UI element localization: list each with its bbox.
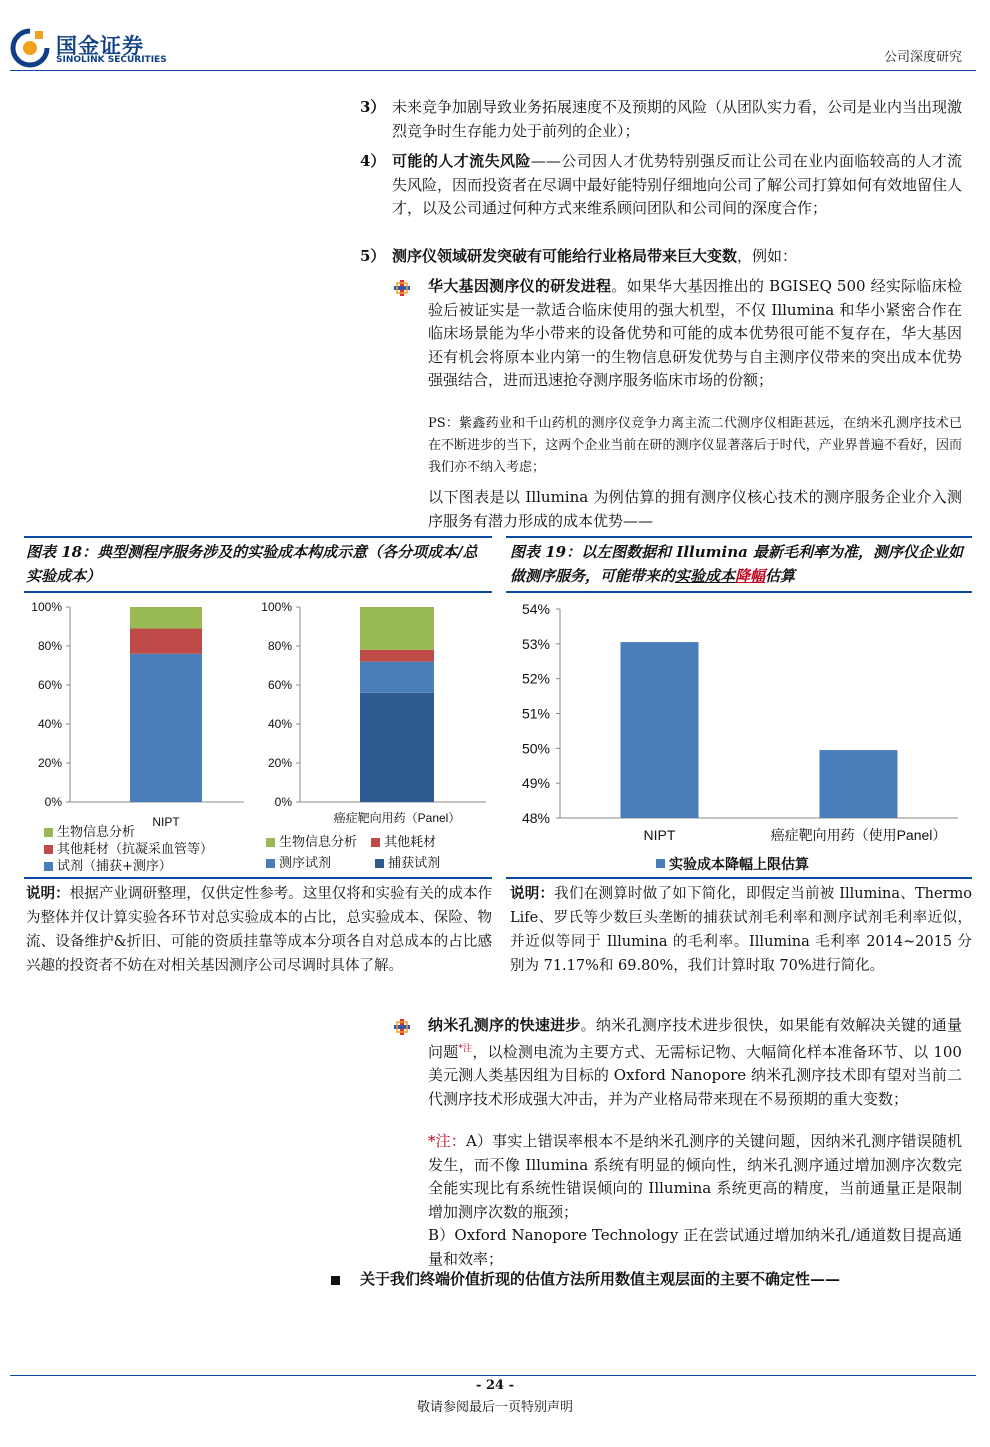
legend-label: 其他耗材（抗凝采血管等） (57, 842, 214, 857)
risk-item-5-number: 5） (360, 247, 386, 265)
page-number: - 24 - (476, 1378, 514, 1393)
y-tick-label: 80% (37, 639, 62, 653)
x-tick-label: NIPT (152, 815, 180, 829)
y-tick-label: 52% (521, 670, 550, 687)
fig18-title: 图表 18：典型测程序服务涉及的实验成本构成示意（各分项成本/总实验成本） (26, 543, 478, 585)
fig19-chart (506, 596, 972, 876)
legend-item (375, 856, 440, 871)
y-tick-label: 40% (37, 717, 62, 731)
legend-row (266, 834, 492, 851)
fig19-title-underline: 实验成本 (675, 567, 736, 585)
fig18-note-text: 根据产业调研整理，仅供定性参考。这里仅将和实验有关的成本作为整体并仅计算实验各环节对总实验成本的占比，总实验成本、保险、物流、设备维护&折旧、可能的资质挂靠等成本分项各自对总成本的占比感兴趣的投资者不妨在对相关基因测序公司尽调时具体了解。 (26, 886, 493, 974)
bar (820, 750, 898, 818)
legend-label: 其他耗材 (384, 835, 437, 850)
legend-label: 生物信息分析 (57, 825, 136, 840)
y-tick-label: 50% (521, 740, 550, 757)
risk-item-4-text: ——公司因人才优势特别强反而让公司在业内面临较高的人才流失风险，因而投资者在尽调中最好能特别仔细地向公司了解公司打算如何有效地留住人才，以及公司通过何种方式来维系顾问团队和公司间的深度合作； (392, 152, 963, 217)
legend-label: 试剂（捕获+测序） (57, 859, 172, 874)
fig19-note-label: 说明： (510, 885, 555, 902)
legend-label: 捕获试剂 (388, 856, 441, 871)
company-logo-icon (10, 28, 50, 68)
document-type-label: 公司深度研究 (883, 50, 962, 65)
footer-divider (10, 1375, 976, 1376)
x-tick-label: NIPT (643, 827, 676, 843)
y-tick-label: 40% (267, 717, 292, 731)
valuation-heading: 关于我们终端价值折现的估值方法所用数值主观层面的主要不确定性—— (360, 1270, 841, 1288)
fig19-title-end: 估算 (765, 567, 796, 585)
legend-item (44, 841, 213, 858)
fig19-title-highlight: 降幅 (735, 567, 766, 585)
fig18a-legend (44, 824, 213, 875)
y-tick-label: 60% (267, 678, 292, 692)
y-tick-label: 48% (521, 810, 550, 826)
fig19-title (510, 540, 972, 588)
risk-item-4-heading: 可能的人才流失风险 (392, 152, 531, 170)
fig18-top-rule (24, 536, 492, 538)
bgi-paragraph (428, 275, 962, 393)
x-tick-label: 癌症靶向用药（Panel） (333, 811, 461, 825)
fig19-note-text: 我们在测算时做了如下简化，即假定当前被 Illumina、Thermo Life、罗氏等少数巨头垄断的捕获试剂毛利率和测序试剂毛利率近似，并近似等同于 Illumina 的毛利率。Illumina 毛利率 2014~2015 分别为 71.17%和 69.80%，我们计算时取 70%进行简化。 (510, 886, 973, 974)
bgi-ps-note: PS：紫鑫药业和千山药机的测序仪竞争力离主流二代测序仪相距甚远，在纳米孔测序技术已在不断进步的当下，这两个企业当前在研的测序仪显著落后于时代，产业界普遍不看好，因而我们亦不纳入考虑； (428, 416, 962, 475)
legend-swatch (44, 862, 53, 871)
y-tick-label: 100% (261, 600, 292, 614)
fig18-chart-bottom-rule (24, 877, 492, 879)
stacked-bar-segment (360, 650, 434, 662)
bgi-heading: 华大基因测序仪的研发进程 (428, 277, 612, 295)
nanopore-note (428, 1130, 962, 1271)
risk-item-4-number: 4） (360, 152, 386, 170)
legend-row (266, 855, 492, 872)
legend-item (44, 824, 213, 841)
nanopore-text-1: 。纳米孔测序技术进步很快，如果能有效解决关键的通量问题 (428, 1016, 962, 1061)
fig18b-legend (266, 834, 492, 872)
stacked-bar-segment (360, 693, 434, 802)
risk-item-3-number: 3） (360, 98, 386, 116)
nanopore-note-a: A）事实上错误率根本不是纳米孔测序的关键问题，因纳米孔测序错误随机发生，而不像 Illumina 系统有明显的倾向性，纳米孔测序通过增加测序次数完全能实现比有系统性错误倾向的 Illumina 系统更高的精度，当前通量正是限制增加测序次数的瓶颈； (428, 1132, 962, 1221)
y-tick-label: 53% (521, 635, 550, 652)
legend-swatch (44, 828, 53, 837)
legend-label: 测序试剂 (279, 856, 332, 871)
chart-intro-text: 以下图表是以 Illumina 为例估算的拥有测序仪核心技术的测序服务企业介入测序服务有潜力形成的成本优势—— (428, 488, 962, 530)
legend-label: 生物信息分析 (279, 835, 358, 850)
legend-swatch (44, 845, 53, 854)
y-tick-label: 51% (521, 705, 550, 722)
fig19-title-main: 图表 19：以左图数据和 Illumina 最新毛利率为准，测序仪企业如做测序服务，可能带来的 (510, 543, 964, 585)
y-tick-label: 0% (274, 795, 292, 809)
risk-item-4 (392, 150, 962, 221)
nanopore-note-b: B）Oxford Nanopore Technology 正在尝试通过增加纳米孔/通道数目提高通量和效率； (428, 1226, 962, 1268)
y-tick-label: 49% (521, 775, 550, 792)
y-tick-label: 20% (267, 756, 292, 770)
nanopore-text-2: ，以检测电流为主要方式、无需标记物、大幅简化样本准备环节、以 100 美元测人类基因组为目标的 Oxford Nanopore 纳米孔测序技术即有望对当前二代测序技术形成强大冲击，并为产业格局带来现在不易预期的重大变数； (428, 1042, 962, 1108)
x-tick-label: 癌症靶向用药（使用Panel） (770, 827, 947, 843)
risk-item-5-heading: 测序仪领域研发突破有可能给行业格局带来巨大变数 (392, 247, 738, 265)
stacked-bar-segment (130, 628, 202, 653)
y-tick-label: 60% (37, 678, 62, 692)
fig19-top-rule (506, 536, 972, 538)
y-tick-label: 100% (31, 600, 62, 614)
logo-text-en: SINOLINK SECURITIES (56, 55, 167, 65)
stacked-bar-segment (360, 607, 434, 650)
legend-item (266, 835, 357, 850)
legend-swatch (266, 859, 275, 868)
legend-swatch (371, 838, 380, 847)
stacked-bar-segment (130, 607, 202, 628)
fig18-note-label: 说明： (26, 885, 70, 902)
legend-swatch (656, 859, 665, 868)
fig19-bottom-rule (506, 591, 972, 593)
nanopore-heading: 纳米孔测序的快速进步 (428, 1016, 581, 1034)
nanopore-note-label: *注： (428, 1132, 466, 1150)
y-tick-label: 54% (521, 601, 550, 617)
nanopore-paragraph (428, 1014, 962, 1111)
bar (621, 642, 699, 818)
legend-swatch (266, 838, 275, 847)
square-bullet-icon (331, 1276, 340, 1285)
nanopore-footnote-mark: *注 (458, 1043, 473, 1054)
fig19-note (510, 882, 972, 978)
risk-item-5-text: ，例如： (737, 247, 798, 265)
header-divider (10, 70, 976, 71)
arrow-bullet-icon (393, 279, 411, 297)
legend-label: 实验成本降幅上限估算 (669, 856, 809, 872)
fig19-chart-bottom-rule (506, 877, 972, 879)
fig18-bottom-rule (24, 591, 492, 593)
arrow-bullet-icon (393, 1018, 411, 1036)
risk-item-3-text: 未来竞争加剧导致业务拓展速度不及预期的风险（从团队实力看，公司是业内当出现激烈竞争时生存能力处于前列的企业）； (392, 98, 963, 140)
risk-item-5 (392, 245, 962, 269)
stacked-bar-segment (130, 654, 202, 802)
legend-swatch (375, 859, 384, 868)
disclaimer-note: 敬请参阅最后一页特别声明 (416, 1400, 573, 1415)
legend-item (266, 856, 331, 871)
y-tick-label: 0% (44, 795, 62, 809)
y-tick-label: 80% (267, 639, 292, 653)
legend-item (371, 835, 436, 850)
stacked-bar-segment (360, 662, 434, 693)
fig18-note (26, 882, 492, 978)
bgi-text: 。如果华大基因推出的 BGISEQ 500 经实际临床检验后被证实是一款适合临床使用的强大机型，不仅 Illumina 和华小紧密合作在临床场景能为华小带来的设备优势和可能的成本优势很可能不复存在，华大基因还有机会将原本业内第一的生物信息研发优势与自主测序仪带来的突出成本优势强强结合，进而迅速抢夺测序服务临床市场的份额； (428, 277, 962, 389)
legend-item (44, 858, 213, 875)
logo-text-cn: 国金证券 (56, 34, 144, 58)
y-tick-label: 20% (37, 756, 62, 770)
